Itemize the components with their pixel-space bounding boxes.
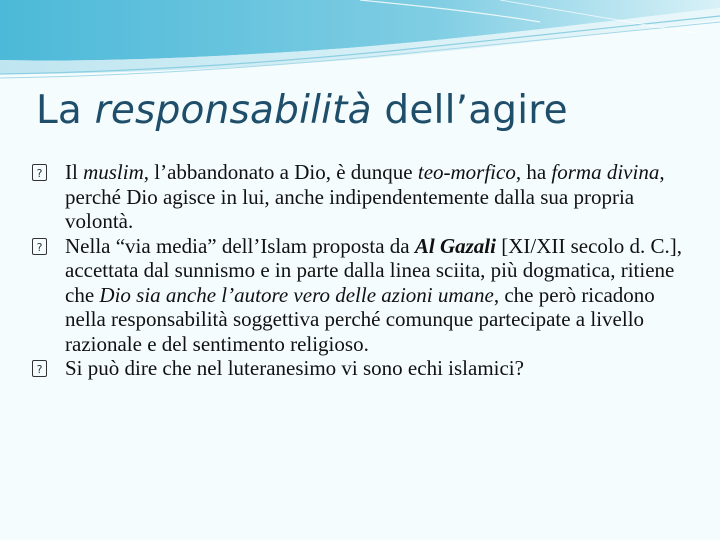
title-part-2: dell’agire	[371, 88, 568, 133]
bullet-box-icon: ?	[32, 360, 47, 377]
bullet-text-segment: , l’abbandonato a Dio, è dunque	[143, 160, 418, 184]
bullet-text-segment: , perché Dio agisce in lui, anche indipendentemente dalla sua propria volontà.	[65, 160, 665, 233]
bullet-box-icon: ?	[32, 238, 47, 255]
header-wave-decoration	[0, 0, 720, 90]
bullet-text-segment: forma divina	[551, 160, 660, 184]
bullet-text-segment: , che però ricadono nella responsabilità soggettiva perché comunque partecipate a livello razionale e del sentimento religioso.	[65, 282, 655, 356]
bullet-list	[32, 160, 692, 381]
bullet-text-segment: , ha	[515, 160, 552, 184]
slide-title	[36, 88, 568, 133]
bullet-box-icon: ?	[32, 164, 47, 181]
title-part-italic: responsabilità	[94, 88, 372, 133]
bullet-text-segment: [XI/XII secolo d. C.], accettata dal sunnismo e in parte dalla linea sciita, più dogmatica, ritiene che	[65, 233, 683, 307]
bullet-text-segment: Al Gazali	[414, 233, 496, 258]
title-part-1: La	[36, 88, 95, 133]
bullet-text-segment: muslim	[83, 160, 144, 184]
bullet-text-segment: Nella “via media” dell’Islam proposta da	[65, 233, 415, 258]
bullet-text-segment: Il	[65, 160, 84, 184]
bullet-text-segment: teo-morfico	[417, 160, 516, 184]
bullet-item	[32, 356, 692, 381]
bullet-text-segment: Dio sia anche l’autore vero delle azioni umane	[99, 282, 494, 307]
bullet-text-segment: Si può dire che nel luteranesimo vi sono echi islamici?	[65, 356, 524, 380]
bullet-item	[32, 160, 692, 234]
bullet-item	[32, 234, 692, 357]
